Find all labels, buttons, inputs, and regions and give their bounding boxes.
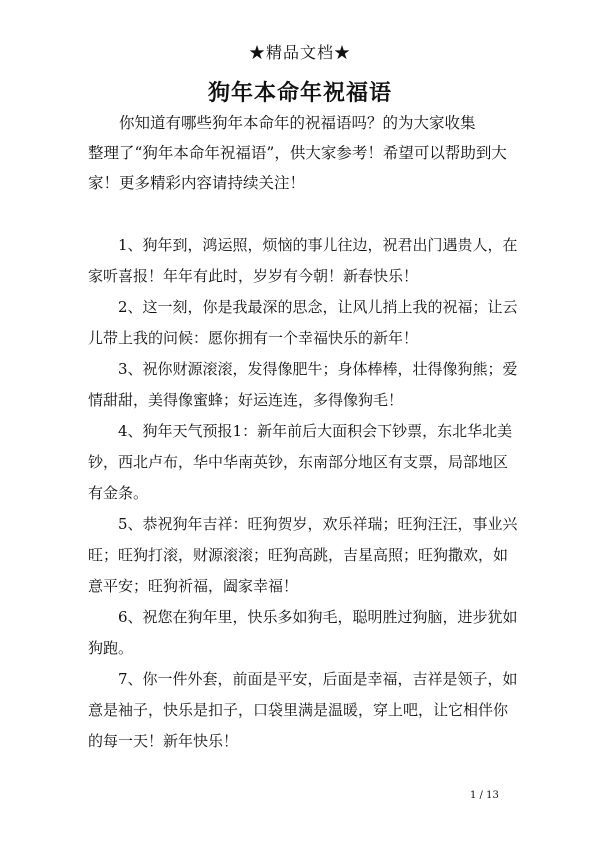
document-header: ★精品文档★ <box>248 43 351 62</box>
intro-line-1: 你知道有哪些狗年本命年的祝福语吗？的为大家收集 <box>119 114 476 132</box>
document-title: 狗年本命年祝福语 <box>207 80 392 106</box>
blessing-item: 1、狗年到，鸿运照，烦恼的事儿往边，祝君出门遇贵人，在家听喜报！年年有此时，岁岁有今朝！新春快乐！ <box>88 236 518 285</box>
intro-paragraph <box>88 108 520 198</box>
blessing-item: 2、这一刻，你是我最深的思念，让风儿捎上我的祝福；让云儿带上我的问候：愿你拥有一个幸福快乐的新年！ <box>88 298 518 347</box>
blessings-list <box>88 230 520 757</box>
blessing-item: 6、祝您在狗年里，快乐多如狗毛，聪明胜过狗脑，进步犹如狗跑。 <box>88 608 518 657</box>
page-number: 1 / 13 <box>470 790 499 801</box>
blessing-item: 4、狗年天气预报1：新年前后大面积会下钞票，东北华北美钞，西北卢布，华中华南英钞，东南部分地区有支票，局部地区有金条。 <box>88 422 513 502</box>
blessing-item: 7、你一件外套，前面是平安，后面是幸福，吉祥是领子，如意是袖子，快乐是扣子，口袋里满是温暖，穿上吧，让它相伴你的每一天！新年快乐！ <box>88 670 518 750</box>
blessing-item: 3、祝你财源滚滚，发得像肥牛；身体棒棒，壮得像狗熊；爱情甜甜，美得像蜜蜂；好运连连，多得像狗毛！ <box>88 360 518 409</box>
intro-line-rest: 整理了“狗年本命年祝福语”，供大家参考！希望可以帮助到大家！更多精彩内容请持续关注！ <box>88 144 507 192</box>
blessing-item: 5、恭祝狗年吉祥：旺狗贺岁，欢乐祥瑞；旺狗汪汪，事业兴旺；旺狗打滚，财源滚滚；旺狗高跳，吉星高照；旺狗撒欢，如意平安；旺狗祈福，阖家幸福！ <box>88 515 518 595</box>
